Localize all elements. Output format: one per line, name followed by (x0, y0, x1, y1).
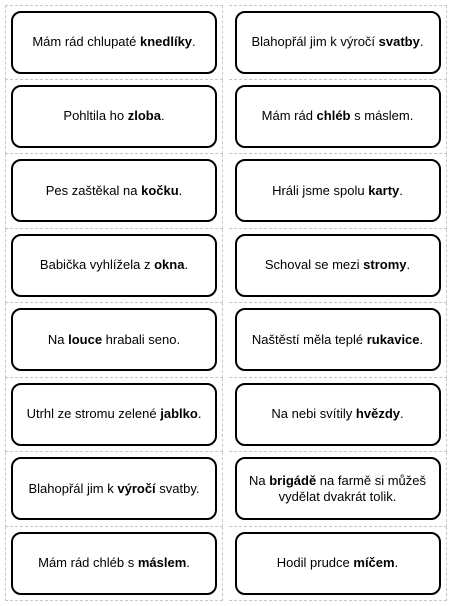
card-text (46, 183, 183, 199)
card-text-before: Na (248, 472, 270, 488)
sentence-card (11, 532, 217, 595)
card-cell (5, 303, 223, 378)
card-cell (5, 229, 223, 304)
sentence-card (11, 383, 217, 446)
card-text-before: Naštěstí měla teplé (251, 331, 367, 347)
card-cell (229, 452, 447, 527)
card-text-after: . (406, 257, 411, 273)
card-keyword: kočku (141, 182, 179, 198)
card-keyword: rukavice (366, 331, 420, 347)
card-text-before: Mám rád (261, 108, 317, 124)
card-text (48, 332, 180, 348)
card-cell (5, 378, 223, 453)
card-text-before: Mám rád chléb s (38, 555, 138, 571)
sentence-card (11, 85, 217, 148)
sentence-card (11, 457, 217, 520)
card-cell (229, 5, 447, 80)
card-keyword: výročí (117, 480, 156, 496)
sentence-card (235, 308, 441, 371)
card-keyword: okna (154, 257, 185, 273)
card-keyword: zloba (127, 108, 161, 124)
card-text (32, 34, 195, 50)
card-text-after: . (197, 406, 202, 422)
card-cell (5, 154, 223, 229)
sentence-card (235, 234, 441, 297)
card-keyword: brigádě (269, 472, 317, 488)
card-keyword: karty (368, 182, 400, 198)
sentence-card (11, 159, 217, 222)
card-text-before: Hráli jsme spolu (272, 182, 369, 198)
card-cell (229, 154, 447, 229)
sentence-card (235, 457, 441, 520)
card-text-before: Pohltila ho (63, 108, 128, 124)
card-text (27, 406, 202, 422)
card-text (272, 183, 403, 199)
card-text-after: . (400, 406, 404, 422)
card-cell (229, 229, 447, 304)
card-text-after: . (419, 34, 424, 50)
card-keyword: knedlíky (140, 34, 193, 50)
card-keyword: máslem (137, 555, 187, 571)
card-text-before: Blahopřál jim k výročí (251, 34, 379, 50)
card-text (63, 108, 164, 124)
card-cell (229, 80, 447, 155)
card-text-after: . (160, 108, 165, 124)
card-text (40, 257, 188, 273)
card-text-before: Blahopřál jim k (28, 480, 118, 496)
card-text-after: svatby. (155, 480, 200, 496)
card-text-after: . (178, 182, 183, 198)
card-text-after: hrabali seno. (102, 331, 181, 347)
card-text-before: Mám rád chlupaté (32, 34, 140, 50)
sentence-card (235, 159, 441, 222)
card-text (28, 481, 199, 497)
sentence-card (11, 308, 217, 371)
sentence-card (235, 383, 441, 446)
card-text-before: Babička vyhlížela z (39, 257, 155, 273)
card-keyword: stromy (363, 257, 407, 273)
card-keyword: svatby (378, 34, 420, 50)
card-text (277, 555, 398, 571)
card-text-before: Schoval se mezi (264, 257, 364, 273)
card-keyword: hvězdy (355, 406, 400, 422)
card-cell (5, 5, 223, 80)
card-text (252, 332, 423, 348)
sentence-card (235, 85, 441, 148)
card-text (265, 257, 410, 273)
card-cell (5, 527, 223, 602)
card-text-after: . (399, 182, 403, 198)
card-keyword: jablko (160, 406, 198, 422)
card-text-before: Na (47, 331, 69, 347)
card-text (38, 555, 190, 571)
card-text-before: Hodil prudce (276, 555, 354, 571)
card-text-after: . (394, 555, 399, 571)
sentence-card (235, 532, 441, 595)
card-cell (5, 80, 223, 155)
card-text-after: . (186, 555, 190, 571)
card-text-after: na farmě si můžeš vydělat dvakrát tolik. (278, 472, 427, 504)
card-text (262, 108, 414, 124)
card-keyword: louce (68, 331, 103, 347)
card-keyword: chléb (316, 108, 351, 124)
card-text-after: s máslem. (350, 108, 414, 124)
card-text-after: . (192, 34, 196, 50)
card-text-before: Pes zaštěkal na (45, 182, 142, 198)
card-cell (5, 452, 223, 527)
sentence-card (235, 11, 441, 74)
card-text-after: . (419, 331, 424, 347)
card-sheet (5, 5, 447, 601)
card-text-before: Na nebi svítily (271, 406, 356, 422)
card-cell (229, 527, 447, 602)
card-keyword: míčem (353, 555, 395, 571)
card-text-before: Utrhl ze stromu zelené (26, 406, 161, 422)
card-text (245, 473, 431, 505)
card-text (252, 34, 424, 50)
card-text (271, 406, 403, 422)
card-cell (229, 303, 447, 378)
sentence-card (11, 234, 217, 297)
card-cell (229, 378, 447, 453)
sentence-card (11, 11, 217, 74)
card-text-after: . (184, 257, 189, 273)
